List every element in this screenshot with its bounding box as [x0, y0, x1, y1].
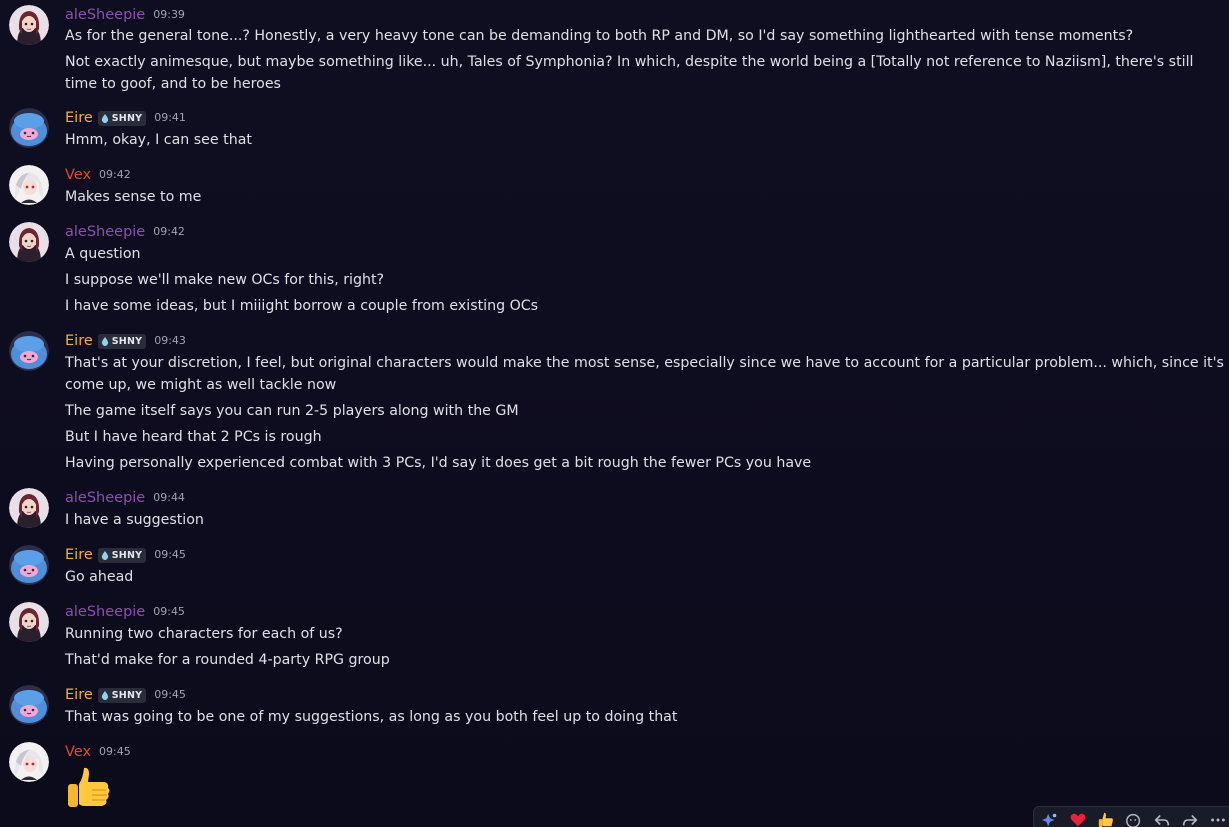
message-hover-toolbar: [1033, 806, 1229, 827]
message-text: That'd make for a rounded 4-party RPG group: [65, 652, 390, 668]
message-header: [65, 331, 186, 351]
message-text: Not exactly animesque, but maybe something like... uh, Tales of Symphonia? In which, despite the world being a [Totally not reference to Naziism], there's still time to goof, and to be heroes: [65, 54, 1194, 92]
message-text: Go ahead: [65, 569, 134, 585]
server-tag-label: SHNY: [111, 689, 143, 701]
username[interactable]: aleSheepie: [65, 604, 146, 620]
avatar-vex[interactable]: [9, 165, 49, 205]
message-text: Hmm, okay, I can see that: [65, 132, 252, 148]
avatar-alesheepie[interactable]: [9, 222, 49, 262]
timestamp[interactable]: 09:44: [153, 491, 185, 504]
username[interactable]: Vex: [65, 744, 92, 760]
message-text: That's at your discretion, I feel, but original characters would make the most sense, especially since we have to account for a particular problem... which, since it's come up, we might as well tackle now: [65, 355, 1224, 393]
username[interactable]: Vex: [65, 167, 92, 183]
message-text: Running two characters for each of us?: [65, 626, 343, 642]
message-header: [65, 165, 131, 185]
reply-icon[interactable]: [1152, 810, 1172, 827]
avatar-eire[interactable]: [9, 545, 49, 585]
username[interactable]: aleSheepie: [65, 224, 146, 240]
droplet-icon: [101, 691, 109, 700]
avatar-alesheepie[interactable]: [9, 488, 49, 528]
server-tag[interactable]: [98, 548, 146, 563]
avatar-eire[interactable]: [9, 331, 49, 371]
message-header: [65, 545, 186, 565]
message-text: That was going to be one of my suggestions, as long as you both feel up to doing that: [65, 709, 678, 725]
message-text: As for the general tone...? Honestly, a very heavy tone can be demanding to both RP and DM, so I'd say something lighthearted with tense moments?: [65, 28, 1134, 44]
thumbs-up-emoji-icon[interactable]: [1096, 810, 1116, 827]
username[interactable]: Eire: [65, 110, 93, 126]
timestamp[interactable]: 09:42: [153, 225, 185, 238]
message-text: Having personally experienced combat with 3 PCs, I'd say it does get a bit rough the fewer PCs you have: [65, 455, 812, 471]
username[interactable]: Eire: [65, 547, 93, 563]
message-text: Makes sense to me: [65, 189, 202, 205]
timestamp[interactable]: 09:39: [153, 8, 185, 21]
server-tag[interactable]: [98, 688, 146, 703]
more-icon[interactable]: [1208, 810, 1228, 827]
username[interactable]: aleSheepie: [65, 490, 146, 506]
timestamp[interactable]: 09:45: [154, 688, 186, 701]
thumbs-up-emoji-icon[interactable]: [65, 764, 113, 812]
avatar-eire[interactable]: [9, 685, 49, 725]
message-header: [65, 108, 186, 128]
heart-emoji-icon[interactable]: [1068, 810, 1088, 827]
message-header: [65, 742, 131, 762]
message-header: [65, 685, 186, 705]
message-text: I suppose we'll make new OCs for this, right?: [65, 272, 385, 288]
avatar-vex[interactable]: [9, 742, 49, 782]
username[interactable]: Eire: [65, 333, 93, 349]
timestamp[interactable]: 09:41: [154, 111, 186, 124]
droplet-icon: [101, 337, 109, 346]
sparkle-emoji-icon[interactable]: [1040, 810, 1060, 827]
message-header: [65, 488, 185, 508]
avatar-alesheepie[interactable]: [9, 602, 49, 642]
message-text: The game itself says you can run 2-5 players along with the GM: [65, 403, 519, 419]
droplet-icon: [101, 551, 109, 560]
avatar-eire[interactable]: [9, 108, 49, 148]
username[interactable]: Eire: [65, 687, 93, 703]
add-reaction-icon[interactable]: [1124, 810, 1144, 827]
message-text: I have a suggestion: [65, 512, 204, 528]
server-tag-label: SHNY: [111, 112, 143, 124]
timestamp[interactable]: 09:43: [154, 334, 186, 347]
server-tag[interactable]: [98, 334, 146, 349]
message-text: A question: [65, 246, 141, 262]
droplet-icon: [101, 114, 109, 123]
timestamp[interactable]: 09:45: [154, 548, 186, 561]
username[interactable]: aleSheepie: [65, 7, 146, 23]
timestamp[interactable]: 09:45: [99, 745, 131, 758]
timestamp[interactable]: 09:45: [153, 605, 185, 618]
timestamp[interactable]: 09:42: [99, 168, 131, 181]
message-header: [65, 222, 185, 242]
server-tag[interactable]: [98, 111, 146, 126]
avatar-alesheepie[interactable]: [9, 5, 49, 45]
message-header: [65, 5, 185, 25]
forward-icon[interactable]: [1180, 810, 1200, 827]
message-text: But I have heard that 2 PCs is rough: [65, 429, 322, 445]
server-tag-label: SHNY: [111, 335, 143, 347]
server-tag-label: SHNY: [111, 549, 143, 561]
message-header: [65, 602, 185, 622]
message-text: I have some ideas, but I miiight borrow a couple from existing OCs: [65, 298, 539, 314]
